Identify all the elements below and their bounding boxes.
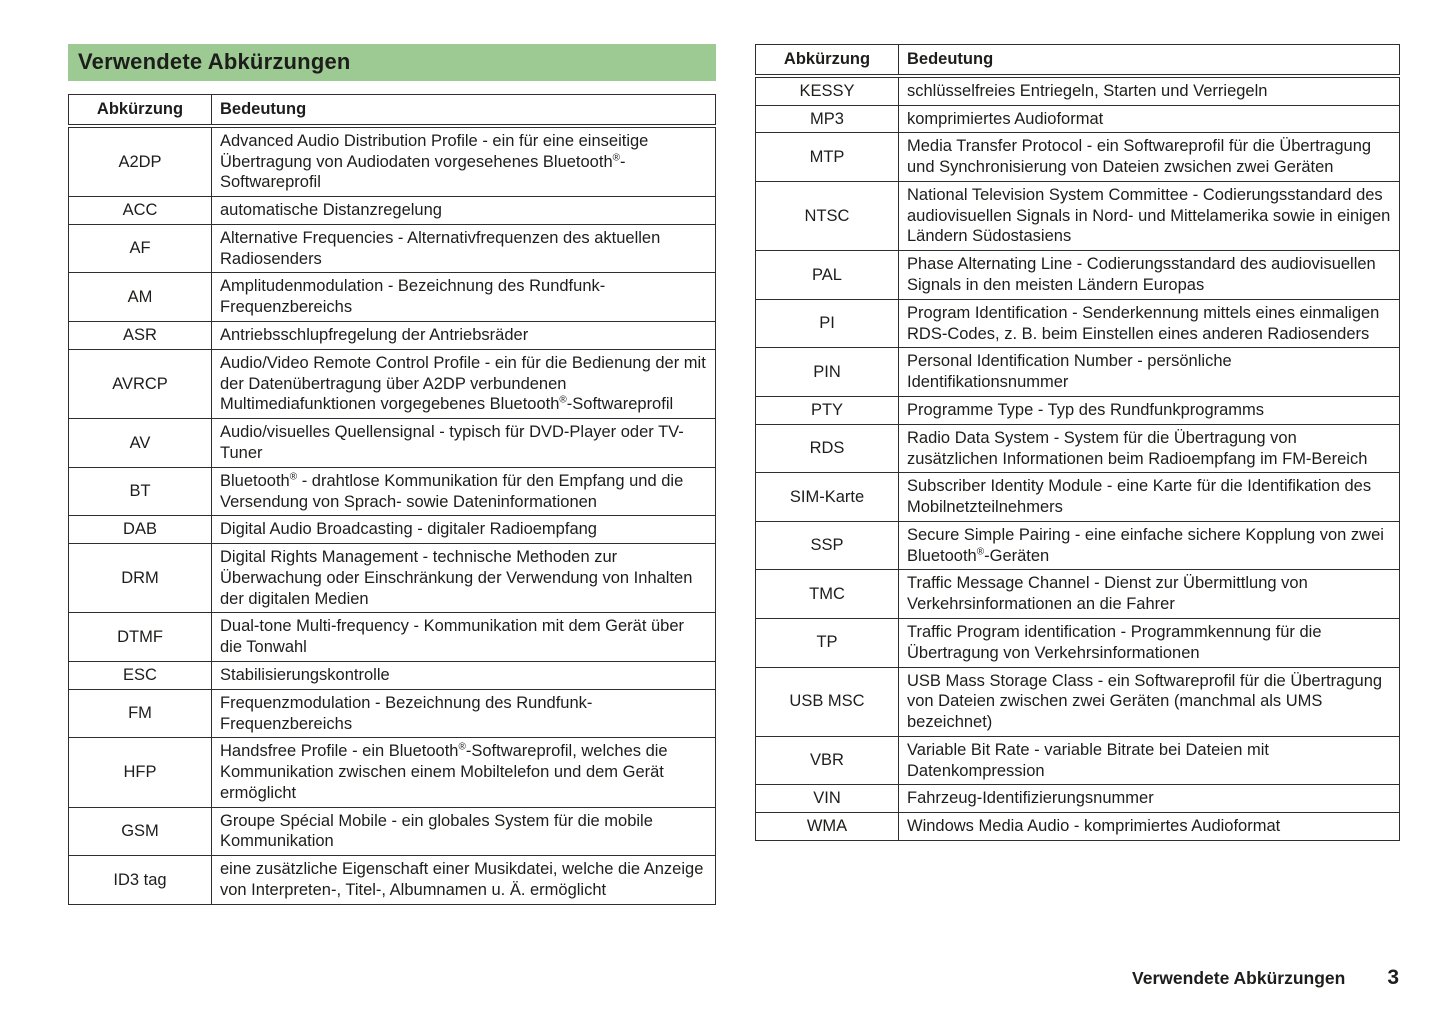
meaning-cell: Windows Media Audio - komprimiertes Audioformat <box>899 813 1400 841</box>
column-header-meaning: Bedeutung <box>899 45 1400 76</box>
table-row <box>756 570 1400 619</box>
abbreviation-cell: RDS <box>756 424 899 473</box>
meaning-cell: Phase Alternating Line - Codierungsstandard des audiovisuellen Signals in den meisten Ländern Europas <box>899 251 1400 300</box>
table-row <box>756 348 1400 397</box>
abbreviation-cell: ASR <box>69 322 212 350</box>
column-header-abbreviation: Abkürzung <box>69 95 212 126</box>
table-row <box>69 467 716 516</box>
table-row <box>69 807 716 856</box>
column-header-abbreviation: Abkürzung <box>756 45 899 76</box>
meaning-cell: Bluetooth® - drahtlose Kommunikation für den Empfang und die Versendung von Sprach- sowie Dateninformationen <box>212 467 716 516</box>
meaning-cell: Stabilisierungskontrolle <box>212 661 716 689</box>
abbreviation-cell: VIN <box>756 785 899 813</box>
table-row <box>756 181 1400 250</box>
abbreviation-cell: DAB <box>69 516 212 544</box>
table-row <box>69 224 716 273</box>
page-title: Verwendete Abkürzungen <box>68 44 716 81</box>
meaning-cell: komprimiertes Audioformat <box>899 105 1400 133</box>
table-row <box>756 76 1400 105</box>
meaning-cell: Audio/visuelles Quellensignal - typisch für DVD-Player oder TV-Tuner <box>212 419 716 468</box>
right-column <box>755 44 1400 841</box>
table-row <box>69 613 716 662</box>
abbreviations-table-left <box>68 94 716 905</box>
meaning-cell: Traffic Program identification - Programmkennung für die Übertragung von Verkehrsinformationen <box>899 618 1400 667</box>
meaning-cell: Programme Type - Typ des Rundfunkprogramms <box>899 396 1400 424</box>
meaning-cell: Frequenzmodulation - Bezeichnung des Rundfunk-Frequenzbereichs <box>212 689 716 738</box>
meaning-cell: Audio/Video Remote Control Profile - ein für die Bedienung der mit der Datenübertragung über A2DP verbundenen Multimediafunktionen vorgegebenes Bluetooth®-Softwareprofil <box>212 349 716 418</box>
meaning-cell: Secure Simple Pairing - eine einfache sichere Kopplung von zwei Bluetooth®-Geräten <box>899 521 1400 570</box>
table-row <box>756 521 1400 570</box>
abbreviation-cell: AV <box>69 419 212 468</box>
abbreviation-cell: PTY <box>756 396 899 424</box>
table-row <box>69 273 716 322</box>
meaning-cell: Antriebsschlupfregelung der Antriebsräder <box>212 322 716 350</box>
abbreviation-cell: PI <box>756 299 899 348</box>
table-row <box>69 661 716 689</box>
meaning-cell: eine zusätzliche Eigenschaft einer Musikdatei, welche die Anzeige von Interpreten-, Titel-, Albumnamen u. Ä. ermöglicht <box>212 856 716 905</box>
table-row <box>69 126 716 197</box>
meaning-cell: Radio Data System - System für die Übertragung von zusätzlichen Informationen beim Radioempfang im FM-Bereich <box>899 424 1400 473</box>
table-row <box>756 424 1400 473</box>
abbreviation-cell: MTP <box>756 133 899 182</box>
meaning-cell: Variable Bit Rate - variable Bitrate bei Dateien mit Datenkompression <box>899 736 1400 785</box>
abbreviation-cell: A2DP <box>69 126 212 197</box>
abbreviation-cell: ESC <box>69 661 212 689</box>
table-row <box>756 251 1400 300</box>
abbreviation-cell: NTSC <box>756 181 899 250</box>
abbreviation-cell: ID3 tag <box>69 856 212 905</box>
table-row <box>756 813 1400 841</box>
abbreviation-cell: GSM <box>69 807 212 856</box>
abbreviation-cell: DTMF <box>69 613 212 662</box>
abbreviation-cell: AVRCP <box>69 349 212 418</box>
abbreviation-cell: AF <box>69 224 212 273</box>
table-row <box>756 105 1400 133</box>
meaning-cell: National Television System Committee - Codierungsstandard des audiovisuellen Signals in Nord- und Mittelamerika sowie in einigen Ländern Südostasiens <box>899 181 1400 250</box>
table-row <box>69 322 716 350</box>
meaning-cell: Handsfree Profile - ein Bluetooth®-Softwareprofil, welches die Kommunikation zwischen einem Mobiltelefon und dem Gerät ermöglicht <box>212 738 716 807</box>
table-row <box>69 738 716 807</box>
abbreviation-cell: KESSY <box>756 76 899 105</box>
abbreviation-cell: USB MSC <box>756 667 899 736</box>
page-footer <box>1132 966 1399 990</box>
table-row <box>69 544 716 613</box>
table-header-row <box>69 95 716 126</box>
meaning-cell: Media Transfer Protocol - ein Softwareprofil für die Übertragung und Synchronisierung von Dateien zwsichen zwei Geräten <box>899 133 1400 182</box>
meaning-cell: Dual-tone Multi-frequency - Kommunikation mit dem Gerät über die Tonwahl <box>212 613 716 662</box>
table-row <box>756 667 1400 736</box>
abbreviation-cell: SSP <box>756 521 899 570</box>
abbreviation-cell: PAL <box>756 251 899 300</box>
abbreviation-cell: TMC <box>756 570 899 619</box>
abbreviation-cell: HFP <box>69 738 212 807</box>
abbreviations-table-right <box>755 44 1400 841</box>
table-row <box>69 419 716 468</box>
meaning-cell: Amplitudenmodulation - Bezeichnung des Rundfunk-Frequenzbereichs <box>212 273 716 322</box>
left-column <box>68 44 716 905</box>
table-row <box>69 349 716 418</box>
meaning-cell: Digital Rights Management - technische Methoden zur Überwachung oder Einschränkung der Verwendung von Inhalten der digitalen Medien <box>212 544 716 613</box>
abbreviation-cell: FM <box>69 689 212 738</box>
table-row <box>69 856 716 905</box>
table-header-row <box>756 45 1400 76</box>
meaning-cell: Fahrzeug-Identifizierungsnummer <box>899 785 1400 813</box>
meaning-cell: Digital Audio Broadcasting - digitaler Radioempfang <box>212 516 716 544</box>
abbreviation-cell: WMA <box>756 813 899 841</box>
table-row <box>756 785 1400 813</box>
table-row <box>756 396 1400 424</box>
meaning-cell: Personal Identification Number - persönliche Identifikationsnummer <box>899 348 1400 397</box>
table-row <box>756 133 1400 182</box>
meaning-cell: Groupe Spécial Mobile - ein globales System für die mobile Kommunikation <box>212 807 716 856</box>
abbreviation-cell: TP <box>756 618 899 667</box>
table-row <box>756 473 1400 522</box>
table-row <box>756 299 1400 348</box>
abbreviation-cell: ACC <box>69 197 212 225</box>
abbreviation-cell: PIN <box>756 348 899 397</box>
meaning-cell: USB Mass Storage Class - ein Softwareprofil für die Übertragung von Dateien zwischen zwei Geräten (manchmal als UMS bezeichnet) <box>899 667 1400 736</box>
abbreviation-cell: DRM <box>69 544 212 613</box>
footer-section-label: Verwendete Abkürzungen <box>1132 968 1346 988</box>
abbreviation-cell: VBR <box>756 736 899 785</box>
meaning-cell: schlüsselfreies Entriegeln, Starten und Verriegeln <box>899 76 1400 105</box>
table-row <box>69 197 716 225</box>
meaning-cell: Program Identification - Senderkennung mittels eines einmaligen RDS-Codes, z. B. beim Einstellen eines anderen Radiosenders <box>899 299 1400 348</box>
abbreviation-cell: AM <box>69 273 212 322</box>
meaning-cell: automatische Distanzregelung <box>212 197 716 225</box>
abbreviation-cell: BT <box>69 467 212 516</box>
abbreviation-cell: SIM-Karte <box>756 473 899 522</box>
table-row <box>69 689 716 738</box>
table-row <box>756 736 1400 785</box>
meaning-cell: Traffic Message Channel - Dienst zur Übermittlung von Verkehrsinformationen an die Fahrer <box>899 570 1400 619</box>
footer-page-number: 3 <box>1387 966 1399 989</box>
table-row <box>756 618 1400 667</box>
meaning-cell: Subscriber Identity Module - eine Karte für die Identifikation des Mobilnetzteilnehmers <box>899 473 1400 522</box>
table-row <box>69 516 716 544</box>
meaning-cell: Advanced Audio Distribution Profile - ein für eine einseitige Übertragung von Audiodaten vorgesehenes Bluetooth®-Softwareprofil <box>212 126 716 197</box>
column-header-meaning: Bedeutung <box>212 95 716 126</box>
abbreviation-cell: MP3 <box>756 105 899 133</box>
meaning-cell: Alternative Frequencies - Alternativfrequenzen des aktuellen Radiosenders <box>212 224 716 273</box>
